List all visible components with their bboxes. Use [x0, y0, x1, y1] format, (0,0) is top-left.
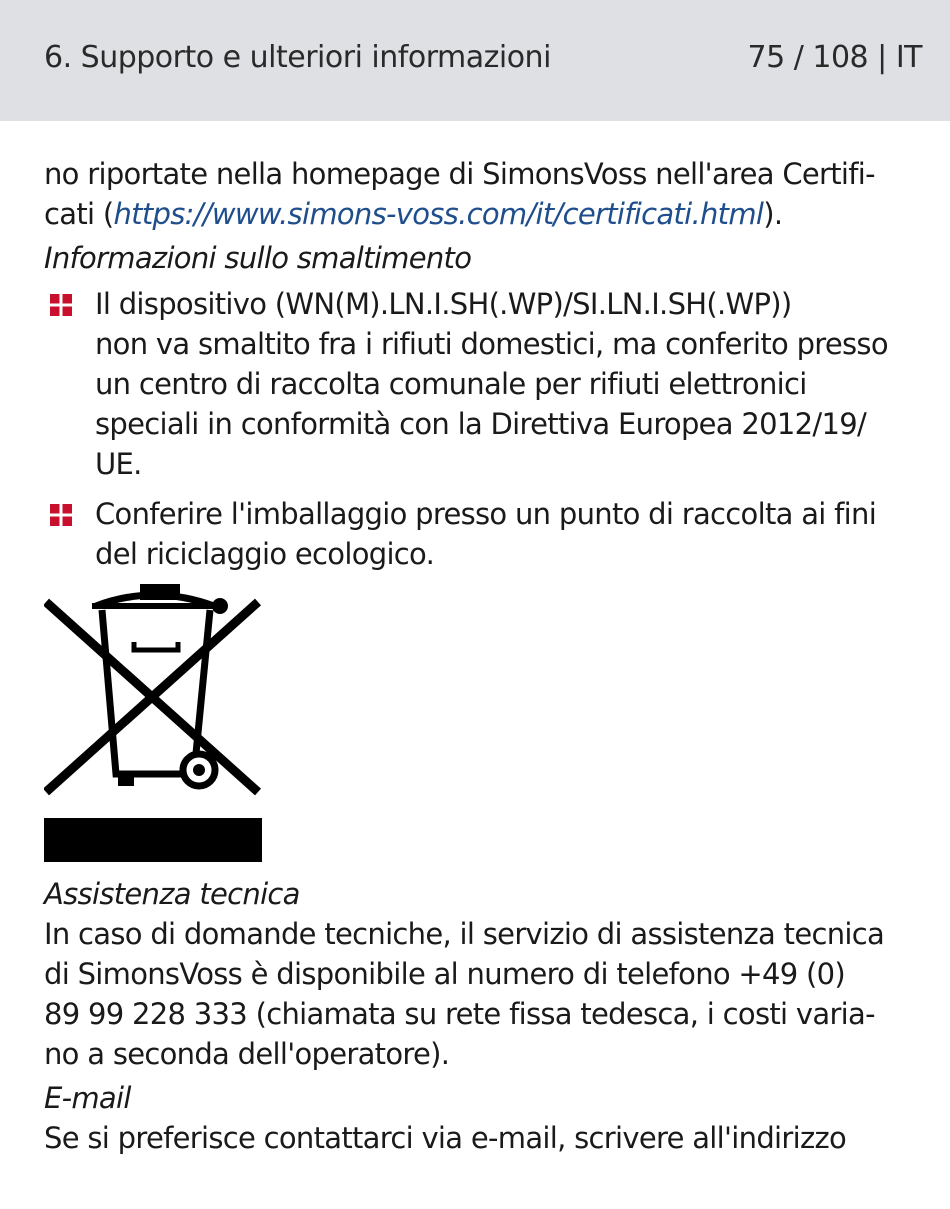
intro-line-2: cati (https://www.simons-voss.com/it/certificati.html). — [44, 197, 783, 231]
document-body — [44, 154, 924, 1158]
bullet-square-icon — [50, 294, 72, 316]
support-text-line: 89 99 228 333 (chiamata su rete fissa tedesca, i costi varia- — [44, 997, 875, 1031]
certificates-link[interactable]: https://www.simons-voss.com/it/certificati.html — [113, 197, 764, 231]
crossed-out-bin-icon — [44, 584, 264, 864]
page-indicator: 75 / 108 | IT — [747, 40, 922, 75]
disposal-heading: Informazioni sullo smaltimento — [44, 241, 472, 275]
support-text-line: di SimonsVoss è disponibile al numero di telefono +49 (0) — [44, 957, 846, 991]
bullet-square-icon — [50, 504, 72, 526]
email-heading: E-mail — [44, 1081, 131, 1115]
disposal-list — [44, 284, 924, 574]
list-item: Il dispositivo (WN(M).LN.I.SH(.WP)/SI.LN.I.SH(.WP)) non va smaltito fra i rifiuti domestici, ma conferito presso un centro di raccolta comunale per rifiuti elettronici speciali in conformità con la Direttiva Europea 2012/19/ UE. — [44, 284, 924, 484]
section-title: 6. Supporto e ulteriori informazioni — [44, 40, 551, 75]
intro-line-1: no riportate nella homepage di SimonsVoss nell'area Certifi- — [44, 157, 875, 191]
support-text-line: In caso di domande tecniche, il servizio di assistenza tecnica — [44, 917, 885, 951]
list-item: Conferire l'imballaggio presso un punto di raccolta ai fini del riciclaggio ecologico. — [44, 494, 924, 574]
support-text-line: no a seconda dell'operatore). — [44, 1037, 450, 1071]
support-heading: Assistenza tecnica — [44, 877, 300, 911]
email-text-line: Se si preferisce contattarci via e-mail, scrivere all'indirizzo — [44, 1121, 847, 1155]
page-header — [0, 0, 950, 121]
